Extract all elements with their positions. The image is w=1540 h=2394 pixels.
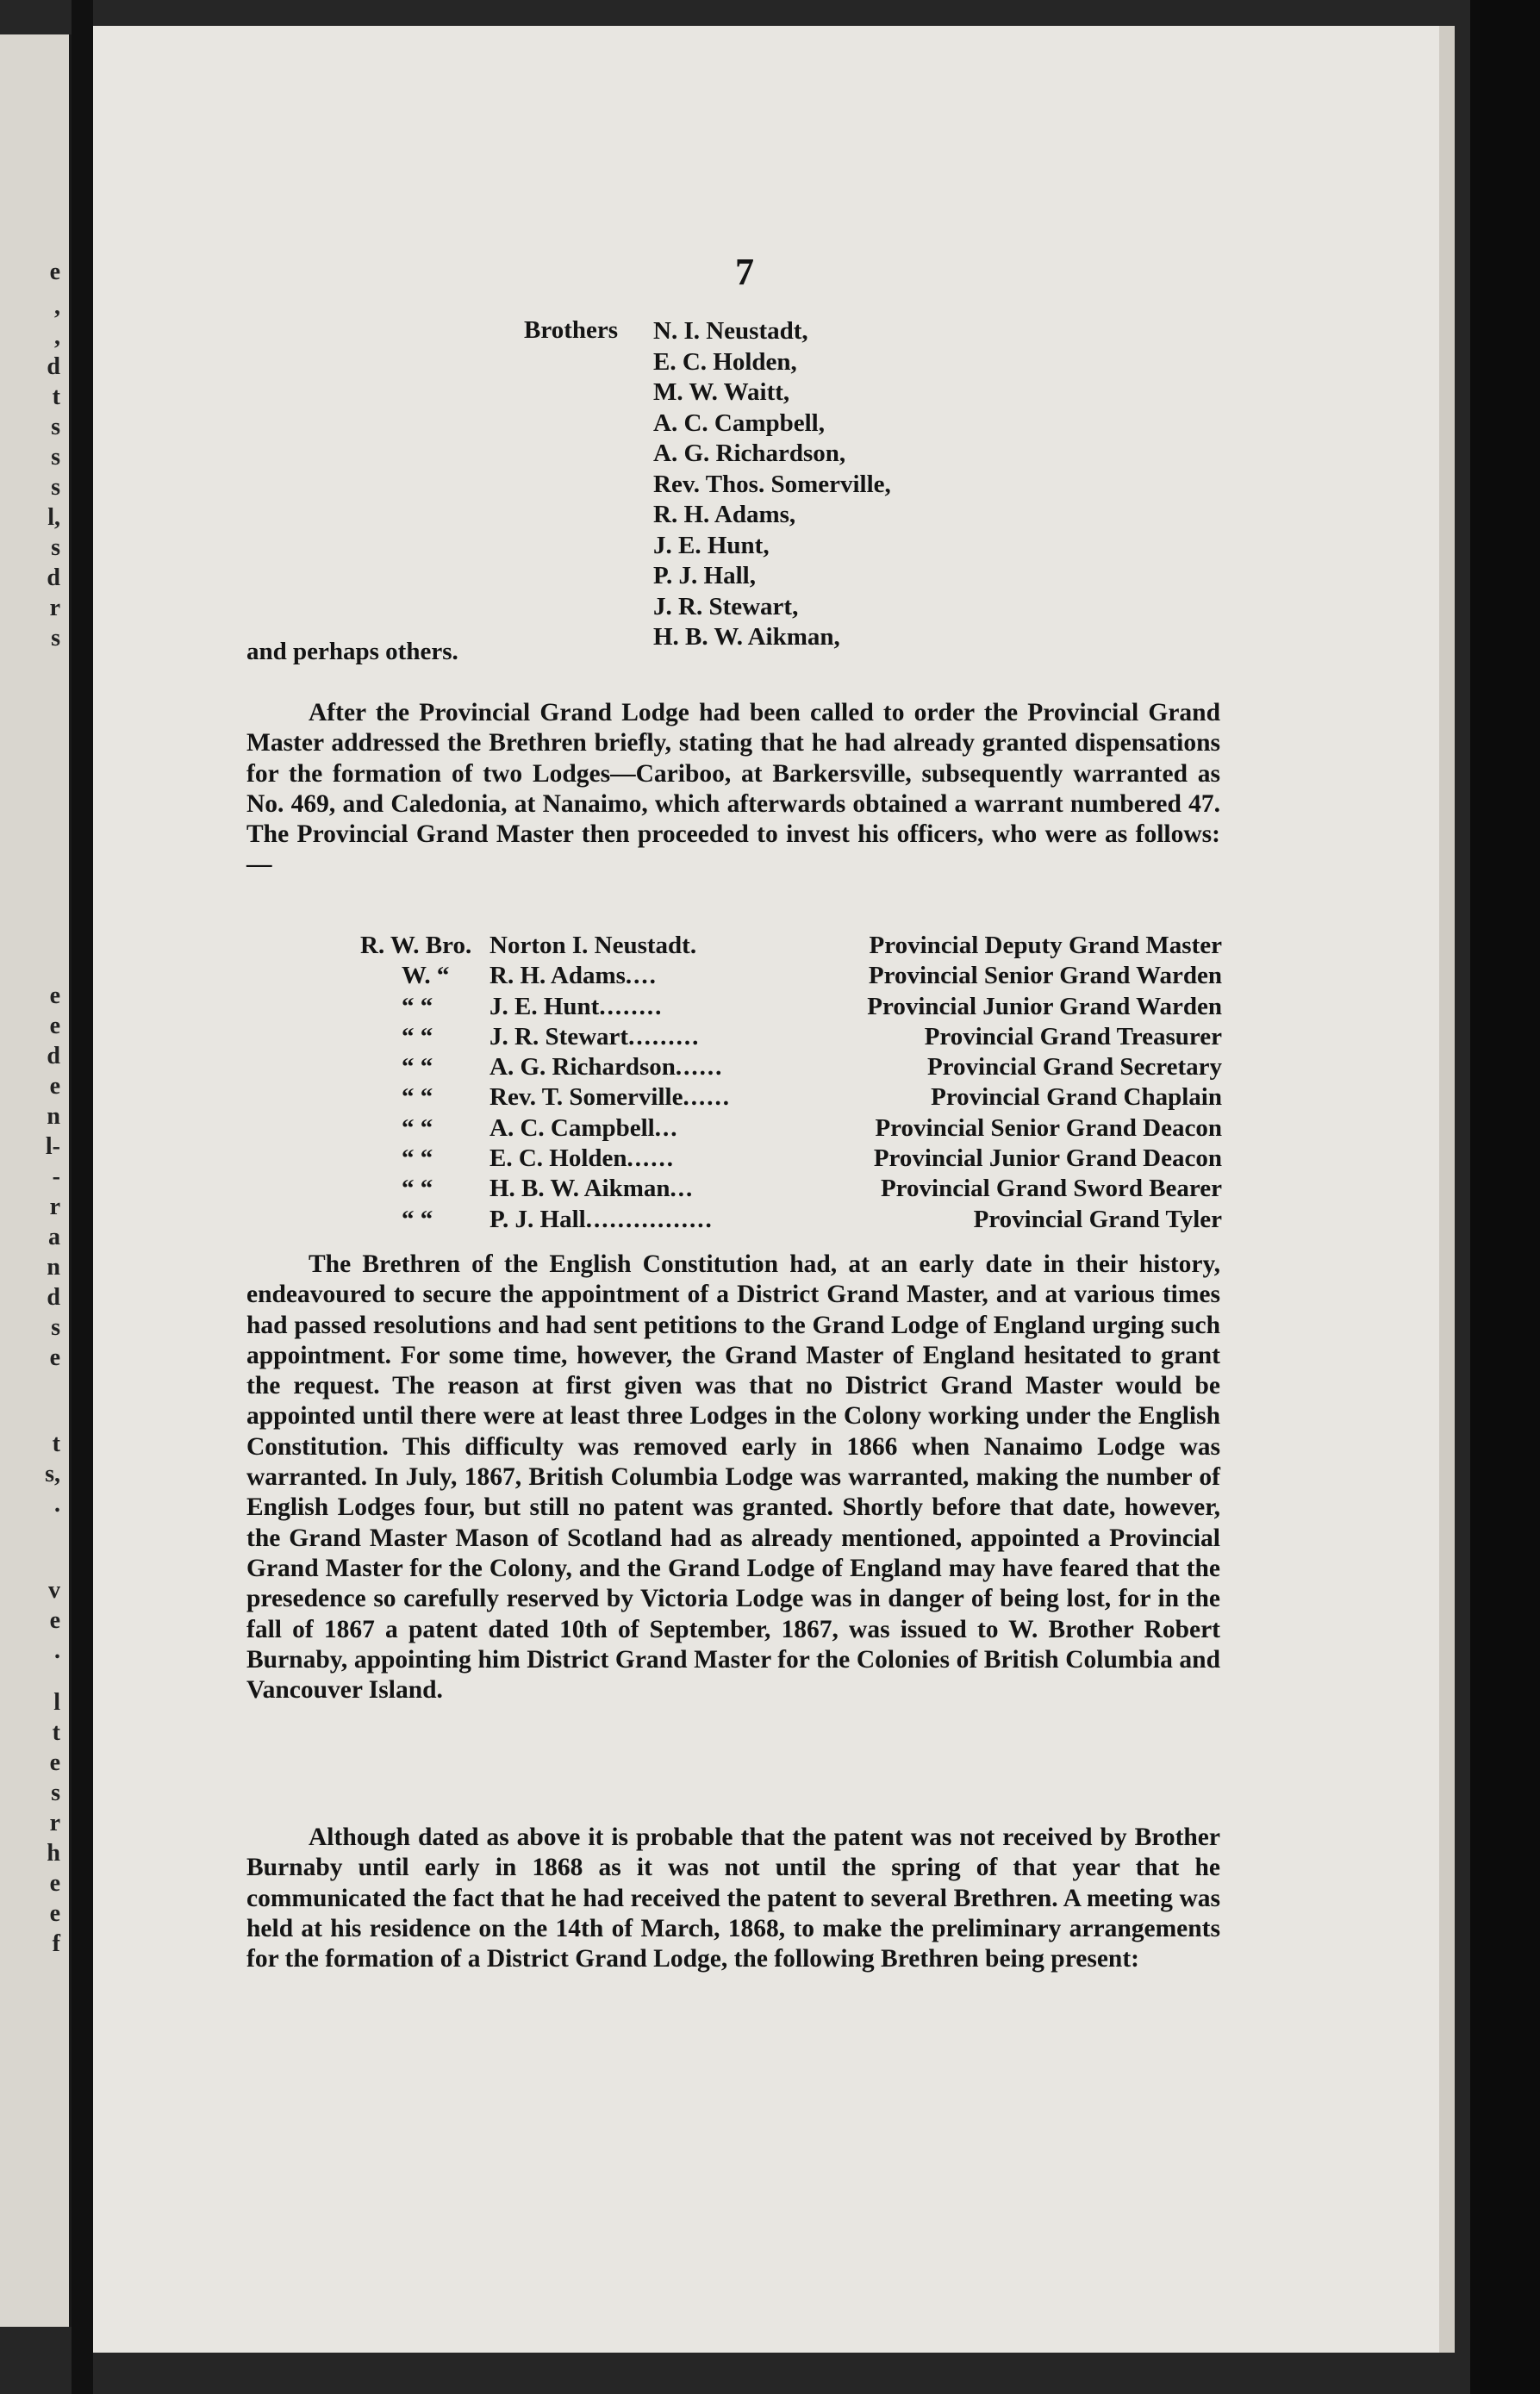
left-margin-fragment: r bbox=[49, 1810, 60, 1836]
officer-row bbox=[360, 1052, 1222, 1082]
book-page bbox=[93, 26, 1455, 2353]
left-margin-fragment: e bbox=[49, 1073, 60, 1100]
brother-name: R. H. Adams, bbox=[653, 501, 796, 528]
officer-row bbox=[360, 1205, 1222, 1235]
officer-rank: “ “ bbox=[402, 1083, 433, 1112]
officer-row bbox=[360, 961, 1222, 991]
left-margin-fragment: h bbox=[47, 1840, 60, 1867]
officer-name: A. G. Richardson bbox=[489, 1053, 676, 1082]
left-margin-fragment: t bbox=[52, 1431, 60, 1457]
perhaps-others-line: and perhaps others. bbox=[246, 638, 458, 665]
left-margin-fragment: v bbox=[48, 1577, 60, 1604]
officer-row bbox=[360, 992, 1222, 1022]
left-margin-fragment: s bbox=[51, 1780, 60, 1806]
officer-rank: R. W. Bro. bbox=[360, 932, 472, 959]
left-margin-fragment: e bbox=[49, 1870, 60, 1897]
officer-dots: . bbox=[689, 932, 699, 959]
left-margin-fragment: e bbox=[49, 1013, 60, 1039]
officer-name: J. E. Hunt bbox=[489, 992, 600, 1020]
officer-dots: ... bbox=[670, 1175, 695, 1203]
officer-name: J. R. Stewart bbox=[489, 1022, 629, 1050]
officer-rank: “ “ bbox=[402, 1053, 433, 1082]
left-margin-fragment: d bbox=[47, 1284, 60, 1311]
officer-row bbox=[360, 1082, 1222, 1113]
officer-row bbox=[360, 1174, 1222, 1204]
officer-rank: “ “ bbox=[402, 992, 433, 1020]
officer-name: E. C. Holden bbox=[489, 1144, 627, 1173]
left-margin-fragment: e bbox=[49, 259, 60, 285]
left-margin-fragment: t bbox=[52, 1719, 60, 1746]
officer-dots: ... bbox=[654, 1113, 679, 1142]
left-margin-fragment: a bbox=[48, 1224, 60, 1250]
left-margin-fragment: d bbox=[47, 353, 60, 380]
left-margin-fragment: , bbox=[54, 323, 60, 350]
left-margin-fragment: t bbox=[52, 383, 60, 410]
brother-name: H. B. W. Aikman, bbox=[653, 623, 840, 651]
officer-row bbox=[360, 931, 1222, 961]
paragraph-patent-received: Although dated as above it is probable that the patent was not received by Brother Burnaby until early in 1868 as it was not until the spring of that year that he communicated the fact that he had received the patent to several Brethren. A meeting was held at his residence on the 14th of March, 1868, to make the preliminary arrangements for the formation of a District Grand Lodge, the following Brethren being present: bbox=[246, 1824, 1220, 1973]
officer-dots: ...... bbox=[627, 1144, 676, 1173]
left-margin-fragment: n bbox=[47, 1254, 60, 1281]
left-page-fragment bbox=[0, 34, 72, 2327]
brother-name: M. W. Waitt, bbox=[653, 378, 790, 406]
brothers-list bbox=[653, 316, 891, 653]
scan-edge bbox=[1470, 0, 1540, 2394]
brother-name: J. E. Hunt, bbox=[653, 531, 770, 559]
officer-rank: “ “ bbox=[402, 1205, 433, 1233]
officer-row bbox=[360, 1113, 1222, 1144]
left-margin-fragment: e bbox=[49, 1900, 60, 1927]
left-margin-fragment: e bbox=[49, 982, 60, 1009]
officer-office: Provincial Grand Tyler bbox=[973, 1205, 1222, 1233]
left-margin-fragment: e bbox=[49, 1344, 60, 1371]
left-margin-fragment: l- bbox=[45, 1133, 60, 1160]
officer-name: P. J. Hall bbox=[489, 1205, 586, 1233]
officer-rank: “ “ bbox=[402, 1113, 433, 1142]
left-margin-fragment: s bbox=[51, 625, 60, 651]
left-margin-fragment: s, bbox=[45, 1461, 60, 1487]
officer-dots: ...... bbox=[683, 1083, 731, 1112]
officer-name: H. B. W. Aikman bbox=[489, 1175, 670, 1203]
left-margin-fragment: s bbox=[51, 1314, 60, 1341]
left-margin-fragment: s bbox=[51, 534, 60, 561]
left-margin-fragment: l bbox=[53, 1689, 60, 1716]
officer-name: A. C. Campbell bbox=[489, 1113, 655, 1142]
left-margin-fragment: s bbox=[51, 474, 60, 501]
brother-name: J. R. Stewart, bbox=[653, 592, 799, 620]
officer-dots: ......... bbox=[628, 1022, 701, 1050]
officer-office: Provincial Deputy Grand Master bbox=[869, 932, 1222, 959]
officer-rank: W. “ bbox=[402, 962, 450, 990]
officer-rank: “ “ bbox=[402, 1022, 433, 1050]
brother-name: E. C. Holden, bbox=[653, 347, 797, 376]
officer-rank: “ “ bbox=[402, 1175, 433, 1203]
left-margin-fragment: , bbox=[54, 293, 60, 320]
left-margin-fragment: s bbox=[51, 414, 60, 440]
officer-name: R. H. Adams bbox=[489, 962, 626, 990]
left-margin-fragment: f bbox=[52, 1930, 60, 1957]
left-margin-fragment: n bbox=[47, 1103, 60, 1130]
officer-rank: “ “ bbox=[402, 1144, 433, 1173]
brothers-label: Brothers bbox=[524, 316, 619, 344]
paragraph-provincial-grand-lodge: After the Provincial Grand Lodge had been called to order the Provincial Grand Master addressed the Brethren briefly, stating that he had already granted dispensations for the formation of two Lodges—Cariboo, at Barkersville, subsequently warranted as No. 469, and Caledonia, at Nanaimo, which afterwards obtained a warrant numbered 47. The Provincial Grand Master then proceeded to invest his officers, who were as follows:— bbox=[246, 699, 1220, 879]
officer-office: Provincial Junior Grand Warden bbox=[867, 992, 1222, 1020]
officer-row bbox=[360, 1022, 1222, 1052]
left-margin-fragment: - bbox=[52, 1163, 60, 1190]
left-margin-fragment: d bbox=[47, 564, 60, 591]
left-margin-fragment: l, bbox=[47, 504, 60, 531]
officer-office: Provincial Grand Secretary bbox=[926, 1053, 1222, 1082]
officer-office: Provincial Grand Treasurer bbox=[924, 1022, 1222, 1050]
brother-name: A. G. Richardson, bbox=[653, 440, 846, 467]
left-margin-fragment: e bbox=[49, 1749, 60, 1776]
left-margin-fragment: d bbox=[47, 1043, 60, 1069]
officer-dots: .... bbox=[625, 962, 658, 990]
page-number: 7 bbox=[735, 251, 754, 293]
left-margin-fragment: r bbox=[49, 1194, 60, 1220]
left-margin-fragment: r bbox=[49, 595, 60, 621]
book-gutter bbox=[72, 0, 93, 2394]
officer-name: Rev. T. Somerville bbox=[489, 1083, 683, 1112]
officer-office: Provincial Junior Grand Deacon bbox=[873, 1144, 1222, 1173]
officer-dots: ........ bbox=[599, 992, 664, 1020]
officer-office: Provincial Grand Chaplain bbox=[931, 1083, 1222, 1112]
left-margin-fragment: e bbox=[49, 1607, 60, 1634]
brother-name: A. C. Campbell, bbox=[653, 408, 825, 437]
officer-office: Provincial Senior Grand Deacon bbox=[875, 1113, 1222, 1142]
brother-name: Rev. Thos. Somerville, bbox=[653, 470, 891, 498]
officers-list bbox=[360, 931, 1222, 1235]
brother-name: N. I. Neustadt, bbox=[653, 317, 808, 345]
paragraph-english-constitution: The Brethren of the English Constitution had, at an early date in their history, endeavoured to secure the appointment of a District Grand Master, and at various times had passed resolutions and had sent petitions to the Grand Lodge of England urging such appointment. For some time, however, the Grand Master of England hesitated to grant the request. The reason at first given was that no District Grand Master would be appointed until there were at least three Lodges in the Colony working under the English Constitution. This difficulty was removed early in 1866 when Nanaimo Lodge was warranted. In July, 1867, British Columbia Lodge was warranted, making the number of English Lodges four, but still no patent was granted. Shortly before that date, however, the Grand Master Mason of Scotland had as already mentioned, appointed a Provincial Grand Master for the Colony, and the Grand Lodge of England may have feared that the presedence so carefully reserved by Victoria Lodge was in danger of being lost, for in the fall of 1867 a patent dated 10th of September, 1867, was issued to W. Brother Robert Burnaby, appointing him District Grand Master for the Colonies of British Columbia and Vancouver Island. bbox=[246, 1250, 1220, 1705]
officer-office: Provincial Senior Grand Warden bbox=[868, 962, 1222, 990]
brother-name: P. J. Hall, bbox=[653, 562, 756, 589]
officer-row bbox=[360, 1144, 1222, 1174]
left-margin-fragment: . bbox=[54, 1637, 60, 1664]
officer-dots: ................ bbox=[585, 1205, 714, 1233]
left-margin-fragment: s bbox=[51, 444, 60, 471]
officer-office: Provincial Grand Sword Bearer bbox=[880, 1175, 1222, 1203]
officer-dots: ...... bbox=[675, 1053, 724, 1082]
left-margin-fragment: . bbox=[54, 1491, 60, 1518]
officer-name: Norton I. Neustadt bbox=[489, 932, 690, 959]
